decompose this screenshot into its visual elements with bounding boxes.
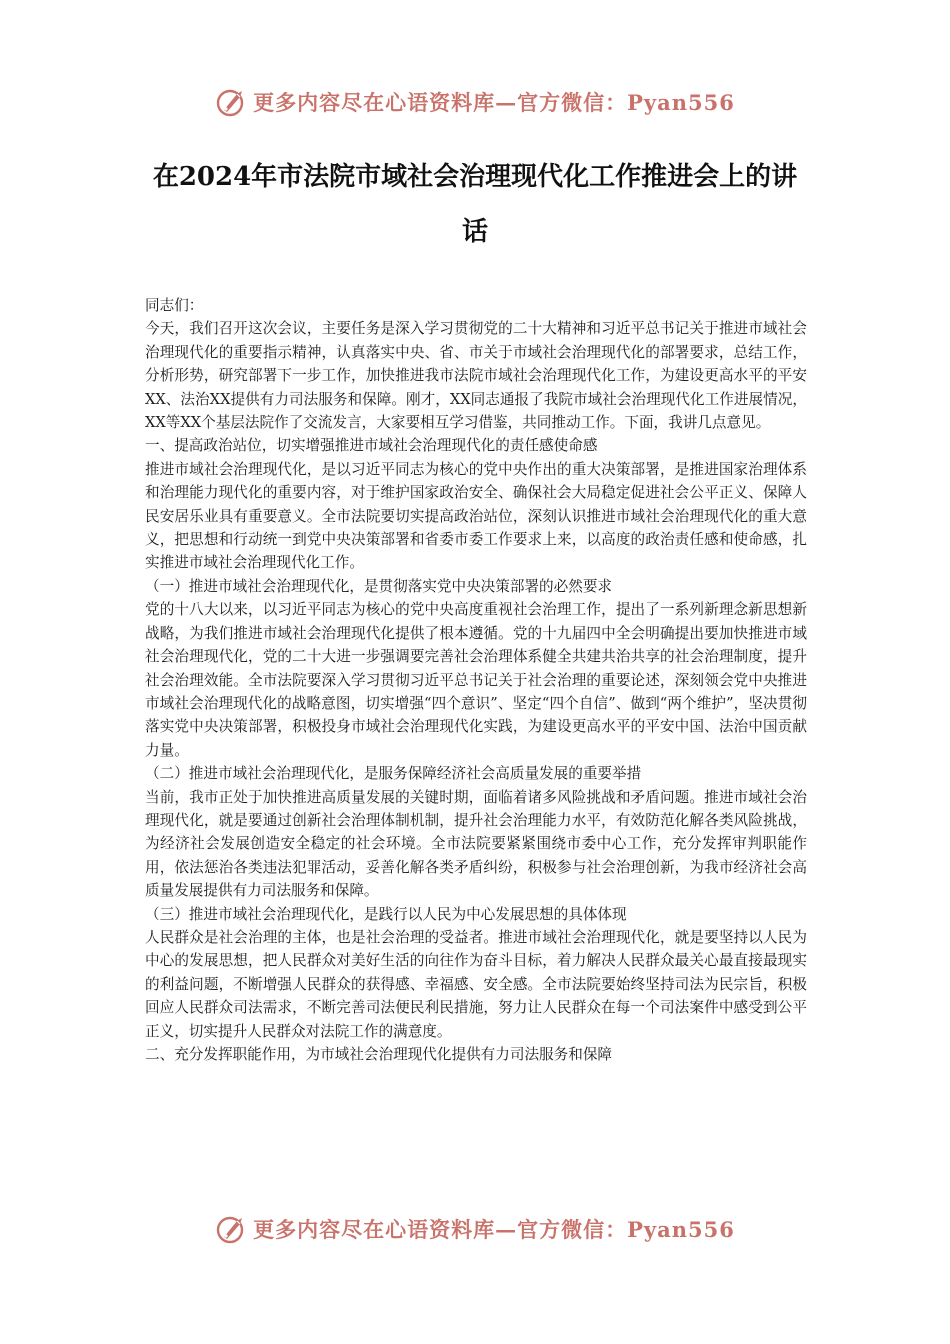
body-paragraph: 推进市域社会治理现代化，是以习近平同志为核心的党中央作出的重大决策部署，是推进国家治理体系和治理能力现代化的重要内容，对于维护国家政治安全、确保社会大局稳定促进社会公平正义、保障人民安居乐业具有重要意义。全市法院要切实提高政治站位，深刻认识推进市域社会治理现代化的重大意义，把思想和行动统一到党中央决策部署和省委市委工作要求上来，以高度的政治责任感和使命感，扎实推进市域社会治理现代化工作。 [145,460,807,572]
salutation: 同志们： [145,297,204,314]
body-paragraph: 当前，我市正处于加快推进高质量发展的关键时期，面临着诸多风险挑战和矛盾问题。推进市域社会治理现代化，就是要通过创新社会治理体制机制，提升社会治理能力水平，有效防范化解各类风险挑战，为经济社会发展创造安全稳定的社会环境。全市法院要紧紧围绕市委中心工作，充分发挥审判职能作用，依法惩治各类违法犯罪活动，妥善化解各类矛盾纠纷，积极参与社会治理创新，为我市经济社会高质量发展提供有力司法服务和保障。 [145,788,807,900]
footer-banner-text: 更多内容尽在心语资料库—官方微信：Pyan556 [253,1217,735,1242]
header-banner [0,82,950,122]
section-heading: 二、充分发挥职能作用，为市域社会治理现代化提供有力司法服务和保障 [145,1046,613,1063]
subsection-heading: （一）推进市域社会治理现代化，是贯彻落实党中央决策部署的必然要求 [145,577,613,595]
pen-nib-logo-icon [215,1212,249,1246]
subsection-heading: （二）推进市域社会治理现代化，是服务保障经济社会高质量发展的重要举措 [145,765,642,783]
body-paragraph: 今天，我们召开这次会议，主要任务是深入学习贯彻党的二十大精神和习近平总书记关于推进市域社会治理现代化的重要指示精神，认真落实中央、省、市关于市域社会治理现代化的部署要求，总结工作，分析形势，研究部署下一步工作，加快推进我市法院市域社会治理现代化工作，为建设更高水平的平安XX、法治XX提供有力司法服务和保障。刚才，XX同志通报了我院市域社会治理现代化工作进展情况，XX等XX个基层法院作了交流发言，大家要相互学习借鉴，共同推动工作。下面，我讲几点意见。 [145,320,807,432]
footer-banner [0,1209,950,1249]
document-title: 在2024年市法院市域社会治理现代化工作推进会上的讲话 [152,162,798,247]
body-paragraph: 人民群众是社会治理的主体，也是社会治理的受益者。推进市域社会治理现代化，就是要坚持以人民为中心的发展思想，把人民群众对美好生活的向往作为奋斗目标，着力解决人民群众最关心最直接最现实的利益问题，不断增强人民群众的获得感、幸福感、安全感。全市法院要始终坚持司法为民宗旨，积极回应人民群众司法需求，不断完善司法便民利民措施，努力让人民群众在每一个司法案件中感受到公平正义，切实提升人民群众对法院工作的满意度。 [145,928,807,1040]
subsection-heading: （三）推进市域社会治理现代化，是践行以人民为中心发展思想的具体体现 [145,905,627,923]
pen-nib-logo-icon [215,85,249,119]
document-body [145,294,807,1066]
header-banner-text: 更多内容尽在心语资料库—官方微信：Pyan556 [253,90,735,115]
body-paragraph: 党的十八大以来，以习近平同志为核心的党中央高度重视社会治理工作，提出了一系列新理念新思想新战略，为我们推进市域社会治理现代化提供了根本遵循。党的十九届四中全会明确提出要加快推进市域社会治理现代化，党的二十大进一步强调要完善社会治理体系健全共建共治共享的社会治理制度，提升社会治理效能。全市法院要深入学习贯彻习近平总书记关于社会治理的重要论述，深刻领会党中央推进市域社会治理现代化的战略意图，切实增强“四个意识”、坚定“四个自信”、做到“两个维护”，坚决贯彻落实党中央决策部署，积极投身市域社会治理现代化实践，为建设更高水平的平安中国、法治中国贡献力量。 [145,601,807,759]
section-heading: 一、提高政治站位，切实增强推进市域社会治理现代化的责任感使命感 [145,437,598,455]
